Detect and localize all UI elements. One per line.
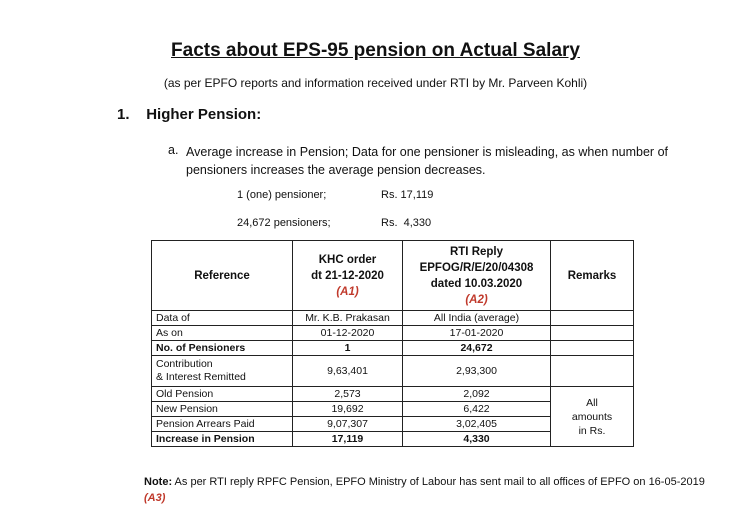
row-khc-value: 19,692 [293, 402, 403, 417]
stat-label-one: 1 (one) pensioner; [237, 189, 327, 201]
header-khc-line2: dt 21-12-2020 [311, 269, 384, 282]
row-rti-value: 2,93,300 [403, 356, 551, 387]
row-label: Increase in Pension [152, 432, 293, 447]
row-rti-value: 2,092 [403, 387, 551, 402]
remarks-line2: amounts [571, 410, 613, 423]
row-label: No. of Pensioners [152, 341, 293, 356]
section-number: 1. [117, 106, 130, 123]
row-khc-value: 01-12-2020 [293, 326, 403, 341]
header-remarks: Remarks [551, 241, 634, 311]
row-label: As on [152, 326, 293, 341]
note [144, 476, 705, 488]
row-label: New Pension [152, 402, 293, 417]
row-remarks [551, 311, 634, 326]
table-row [152, 387, 634, 402]
note-label: Note: [144, 476, 173, 488]
row-rti-value: 4,330 [403, 432, 551, 447]
stat-label-many: 24,672 pensioners; [237, 217, 331, 229]
table-row [152, 326, 634, 341]
row-rti-value: 17-01-2020 [403, 326, 551, 341]
section-title: Higher Pension: [146, 106, 262, 123]
row-khc-value: 1 [293, 341, 403, 356]
header-reference: Reference [152, 241, 293, 311]
table-row [152, 356, 634, 387]
remarks-line1: All [586, 396, 598, 409]
table-row [152, 311, 634, 326]
row-rti-value: 3,02,405 [403, 417, 551, 432]
row-label-line1: Contribution [156, 358, 213, 370]
header-rti-ref: (A2) [465, 293, 488, 306]
header-rti-line1: RTI Reply [449, 245, 504, 258]
row-rti-value: 24,672 [403, 341, 551, 356]
pension-comparison-table [151, 240, 634, 447]
header-rti [403, 241, 551, 311]
section-heading [117, 106, 261, 123]
list-item-text: Average increase in Pension; Data for one pensioner is misleading, as when number of pensioners increases the average pension decreases. [186, 145, 668, 177]
note-text: As per RTI reply RPFC Pension, EPFO Ministry of Labour has sent mail to all offices of EPFO on 16-05-2019 [172, 476, 705, 488]
table-row [152, 341, 634, 356]
header-khc-line1: KHC order [318, 253, 377, 266]
header-rti-line3: dated 10.03.2020 [430, 277, 523, 290]
list-marker: a. [168, 143, 179, 157]
page-subtitle: (as per EPFO reports and information received under RTI by Mr. Parveen Kohli) [163, 76, 588, 90]
row-remarks [551, 341, 634, 356]
row-label-line2: & Interest Remitted [156, 371, 246, 383]
header-khc [293, 241, 403, 311]
note-reference: (A3) [144, 492, 166, 504]
row-label: Data of [152, 311, 293, 326]
row-khc-value: 17,119 [293, 432, 403, 447]
row-label [152, 356, 293, 387]
row-khc-value: 9,63,401 [293, 356, 403, 387]
row-khc-value: 2,573 [293, 387, 403, 402]
remarks-line3: in Rs. [578, 424, 606, 437]
row-label: Pension Arrears Paid [152, 417, 293, 432]
row-rti-value: 6,422 [403, 402, 551, 417]
row-label: Old Pension [152, 387, 293, 402]
stat-value-many: Rs. 4,330 [381, 217, 432, 229]
row-khc-value: 9,07,307 [293, 417, 403, 432]
row-rti-value: All India (average) [403, 311, 551, 326]
row-khc-value: Mr. K.B. Prakasan [293, 311, 403, 326]
page-title: Facts about EPS-95 pension on Actual Salary [171, 40, 580, 61]
header-khc-ref: (A1) [336, 285, 359, 298]
row-remarks [551, 326, 634, 341]
header-rti-line2: EPFOG/R/E/20/04308 [419, 261, 534, 274]
stat-value-one: Rs. 17,119 [381, 189, 434, 201]
row-remarks [551, 356, 634, 387]
table-header-row [152, 241, 634, 311]
remarks-cell [551, 387, 634, 447]
